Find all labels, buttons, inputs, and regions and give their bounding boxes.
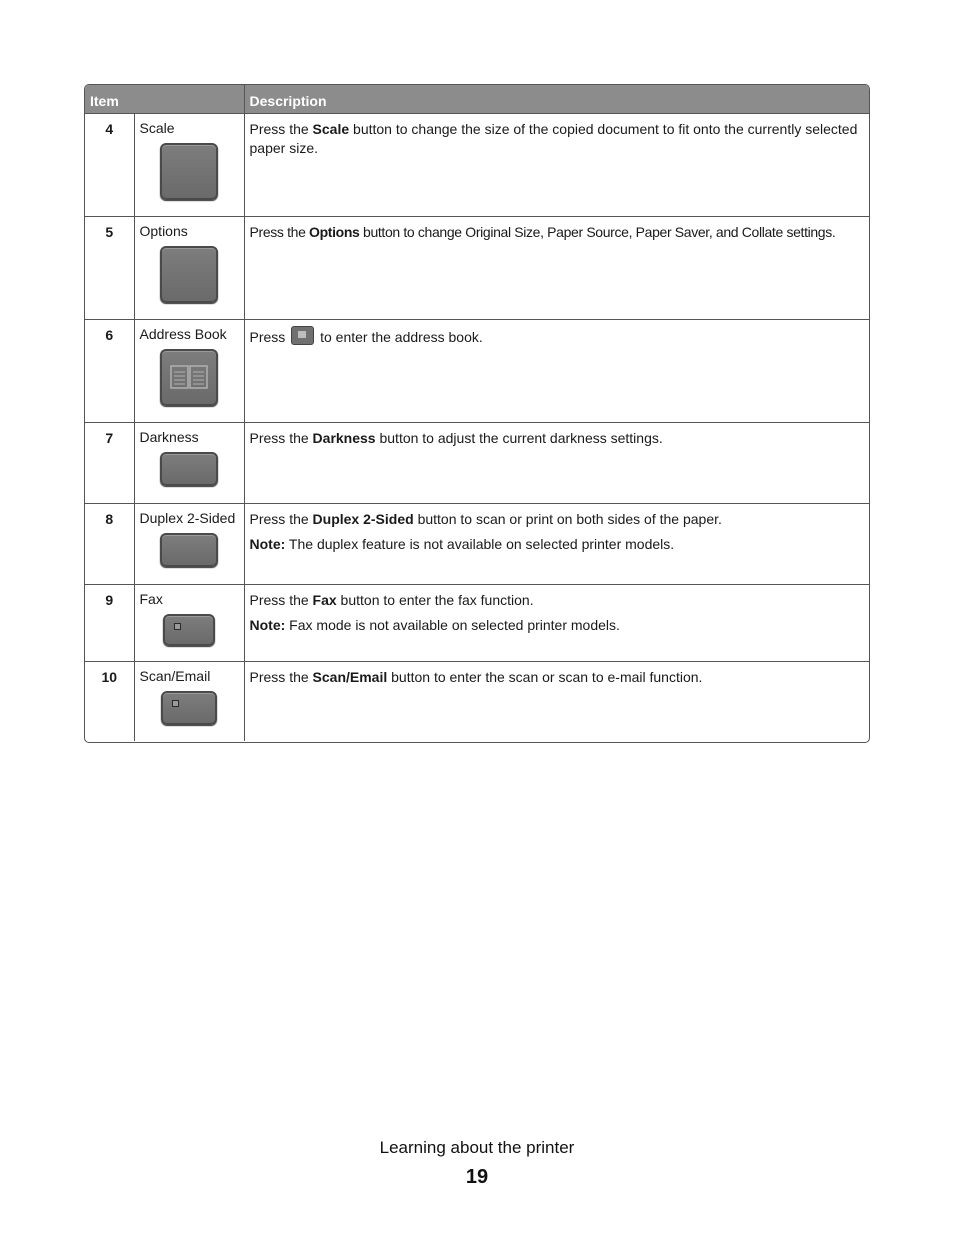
table-header-row bbox=[85, 85, 869, 113]
desc-text: button to change Original Size, Paper Source, Paper Saver, and Collate settings. bbox=[359, 223, 836, 240]
item-name: Address Book bbox=[139, 325, 227, 342]
item-cell bbox=[134, 584, 244, 661]
desc-text: Press the bbox=[249, 591, 313, 608]
description-cell bbox=[244, 661, 869, 741]
led-icon bbox=[172, 700, 179, 707]
table-row bbox=[85, 216, 869, 319]
item-number: 9 bbox=[85, 584, 134, 661]
description-cell bbox=[244, 319, 869, 422]
desc-bold: Options bbox=[309, 223, 360, 240]
note-text: Fax mode is not available on selected printer models. bbox=[285, 616, 620, 633]
options-button-icon bbox=[160, 246, 218, 303]
desc-text: Press the bbox=[249, 120, 313, 137]
desc-text: to enter the address book. bbox=[316, 328, 483, 345]
description-cell bbox=[244, 113, 869, 216]
item-name: Duplex 2-Sided bbox=[139, 509, 236, 526]
item-cell bbox=[134, 113, 244, 216]
item-name: Scan/Email bbox=[139, 667, 211, 684]
address-book-icon bbox=[169, 363, 209, 391]
item-name: Darkness bbox=[139, 428, 199, 445]
table-row bbox=[85, 113, 869, 216]
description-cell bbox=[244, 503, 869, 584]
desc-bold: Fax bbox=[312, 591, 337, 608]
duplex-button-icon bbox=[160, 533, 218, 567]
item-cell bbox=[134, 319, 244, 422]
note-text: The duplex feature is not available on selected printer models. bbox=[285, 535, 675, 552]
led-icon bbox=[174, 623, 181, 630]
item-name: Scale bbox=[139, 119, 175, 136]
item-number: 5 bbox=[85, 216, 134, 319]
item-number: 10 bbox=[85, 661, 134, 741]
page-number: 19 bbox=[465, 1166, 489, 1188]
table-row bbox=[85, 584, 869, 661]
scale-button-icon bbox=[160, 143, 218, 200]
address-book-button-icon bbox=[160, 349, 218, 406]
desc-text: button to change the size of the copied document to fit onto the currently selected paper size. bbox=[249, 120, 858, 156]
item-cell bbox=[134, 216, 244, 319]
item-number: 6 bbox=[85, 319, 134, 422]
desc-bold: Scale bbox=[312, 120, 350, 137]
desc-text: Press the bbox=[249, 223, 310, 240]
controls-table bbox=[85, 85, 869, 741]
desc-bold: Darkness bbox=[312, 429, 376, 446]
desc-text: Press bbox=[249, 328, 290, 345]
footer-section-title: Learning about the printer bbox=[379, 1138, 575, 1157]
item-name: Options bbox=[139, 222, 188, 239]
item-cell bbox=[134, 661, 244, 741]
description-cell bbox=[244, 422, 869, 503]
desc-bold: Scan/Email bbox=[312, 668, 388, 685]
fax-button-icon bbox=[163, 614, 215, 646]
desc-text: button to enter the scan or scan to e-mail function. bbox=[387, 668, 703, 685]
table-row bbox=[85, 503, 869, 584]
item-number: 4 bbox=[85, 113, 134, 216]
desc-text: button to scan or print on both sides of the paper. bbox=[413, 510, 722, 527]
item-name: Fax bbox=[139, 590, 163, 607]
item-cell bbox=[134, 503, 244, 584]
item-cell bbox=[134, 422, 244, 503]
note-label: Note: bbox=[249, 616, 286, 633]
darkness-button-icon bbox=[160, 452, 218, 486]
scan-email-button-icon bbox=[161, 691, 217, 725]
table-row bbox=[85, 422, 869, 503]
controls-table-container bbox=[84, 84, 870, 743]
address-book-inline-icon bbox=[291, 326, 314, 345]
item-number: 8 bbox=[85, 503, 134, 584]
desc-bold: Duplex 2-Sided bbox=[312, 510, 414, 527]
desc-text: Press the bbox=[249, 510, 313, 527]
description-cell bbox=[244, 584, 869, 661]
desc-text: button to adjust the current darkness settings. bbox=[375, 429, 663, 446]
note-label: Note: bbox=[249, 535, 286, 552]
item-number: 7 bbox=[85, 422, 134, 503]
header-item: Item bbox=[85, 85, 244, 113]
desc-text: Press the bbox=[249, 668, 313, 685]
desc-text: button to enter the fax function. bbox=[336, 591, 534, 608]
table-row bbox=[85, 319, 869, 422]
desc-text: Press the bbox=[249, 429, 313, 446]
table-row bbox=[85, 661, 869, 741]
description-cell bbox=[244, 216, 869, 319]
header-description: Description bbox=[244, 85, 869, 113]
